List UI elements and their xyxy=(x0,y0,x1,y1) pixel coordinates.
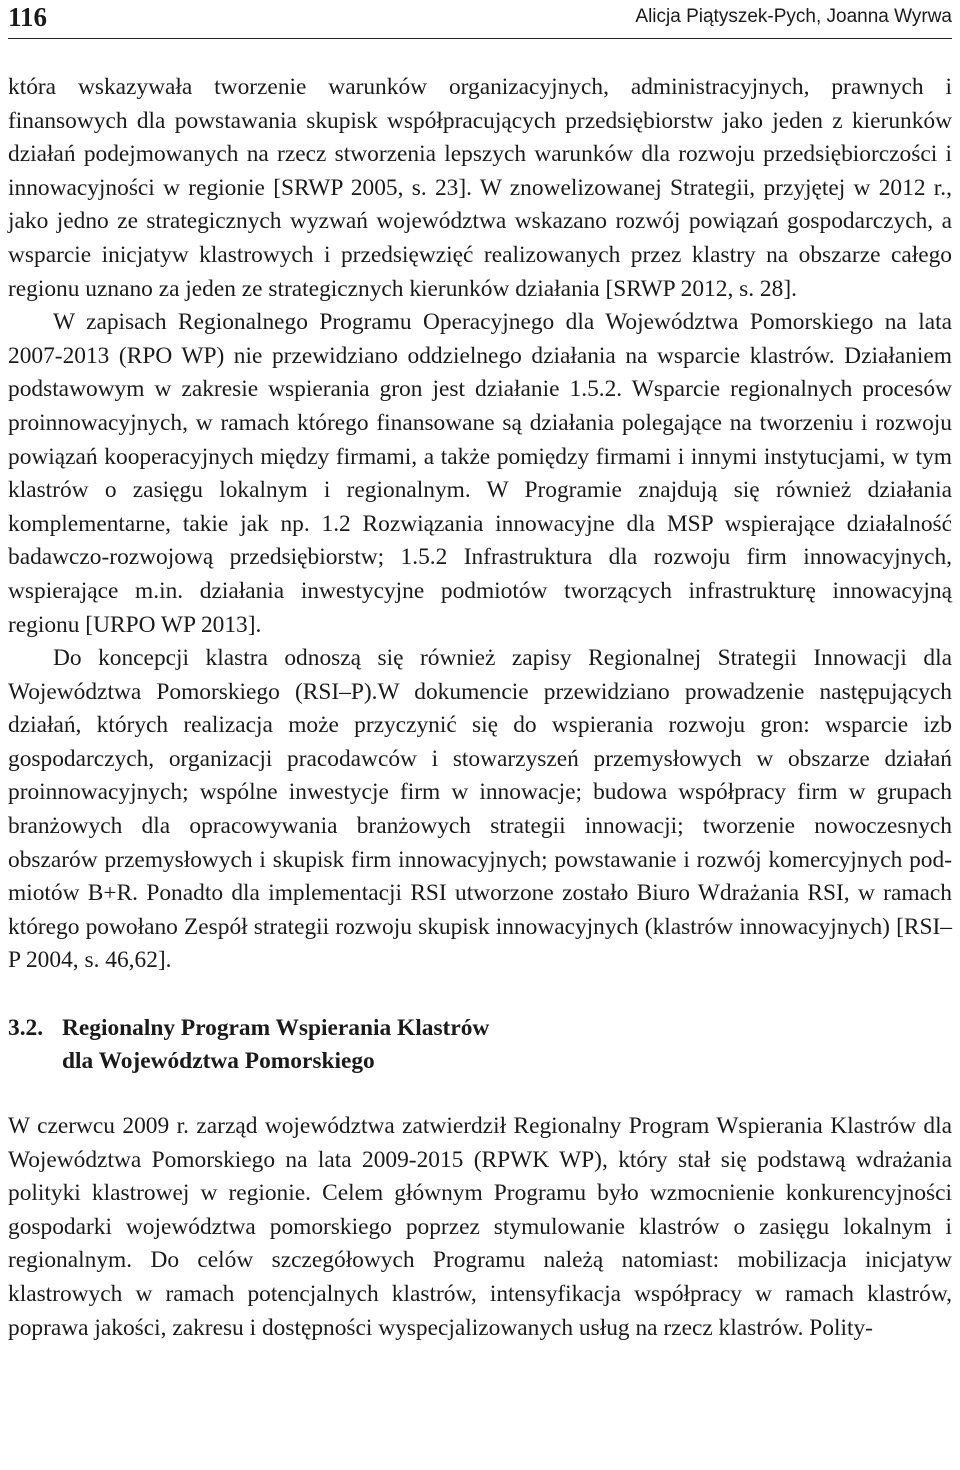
section-number: 3.2. xyxy=(8,1015,44,1042)
paragraph-rsi-p: Do koncepcji klastra odnoszą się również zapisy Regionalnej Strategii Innowacji dla Województwa Pomorskiego (RSI–P).W dokumencie przewidziano prowadzenie następujących działań, których realizacja może przyczynić się do wspierania rozwoju gron: wsparcie izb gospodarczych, organizacji pracodawców i stowarzyszeń przemysłowych w obszarze działań proinnowacyjnych; wspólne inwestycje firm w innowacje; budowa współpracy firm w grupach branżowych dla opracowywania branżowych strategii innowacji; tworzenie nowoczesnych obszarów przemysłowych i skupisk firm innowacyjnych; powstawanie i rozwój komercyjnych podmiotów B+R. Ponadto dla implementacji RSI utworzone zostało Biuro Wdrażania RSI, w ramach którego powołano Zespół strategii rozwoju skupisk innowacyjnych (klastrów innowacyjnych) [RSI–P 2004, s. 46,62]. xyxy=(8,645,952,974)
section-body xyxy=(8,1110,952,1345)
body-text xyxy=(8,71,952,978)
paragraph-rpo-wp: W zapisach Regionalnego Programu Operacyjnego dla Województwa Pomorskiego na lata 2007-2013 (RPO WP) nie przewidziano oddzielnego działania na wsparcie klastrów. Działaniem podstawowym w zakresie wspierania gron jest działanie 1.5.2. Wsparcie regionalnych procesów proinnowacyjnych, w ramach którego finansowane są działania polegające na tworzeniu i rozwoju powiązań kooperacyjnych między firmami, a także pomiędzy firmami i innymi instytucjami, w tym klastrów o zasięgu lokalnym i regionalnym. W Programie znajdują się również działania komplementarne, takie jak np. 1.2 Rozwiązania innowacyjne dla MSP wspierające działalność badawczo-rozwojową przedsiębiorstw; 1.5.2 Infrastruktura dla rozwoju firm innowacyjnych, wspierające m.in. działania inwestycyjne podmiotów tworzących infrastrukturę innowacyjną regionu [URPO WP 2013]. xyxy=(8,309,952,638)
running-header xyxy=(8,0,952,39)
section-title: Regionalny Program Wspierania Klastrów dla Województwa Pomorskiego xyxy=(62,1015,490,1075)
running-header-authors: Alicja Piątyszek-Pych, Joanna Wyrwa xyxy=(635,6,952,27)
paragraph-continued: która wskazywała tworzenie warunków organizacyjnych, administracyjnych, prawnych i finansowych dla powstawania skupisk współpracujących przedsiębiorstw jako jeden z kierunków działań podejmowanych na rzecz stworzenia lepszych warunków dla rozwoju przedsiębiorczości i innowacyjności w regionie [SRWP 2005, s. 23]. W znowelizowanej Strategii, przyjętej w 2012 r., jako jedno ze strategicznych wyzwań województwa wskazano rozwój powiązań gospodarczych, a wsparcie inicjatyw klastrowych i przedsięwzięć realizowanych przez klastry na obszarze całego regionu uznano za jeden ze strategicznych kierunków działania [SRWP 2012, s. 28]. xyxy=(8,74,952,302)
document-page xyxy=(8,0,952,1470)
section-paragraph: W czerwcu 2009 r. zarząd województwa zatwierdził Regionalny Program Wspierania Klastrów dla Województwa Pomorskiego na lata 2009-2015 (RPWK WP), który stał się podstawą wdrażania polityki klastrowej w regionie. Celem głównym Programu było wzmocnienie konkurencyjności gospodarki województwa pomorskiego poprzez stymulowanie klastrów o zasięgu lokalnym i regionalnym. Do celów szczegółowych Programu należą natomiast: mobilizacja inicjatyw klastrowych w ramach potencjalnych klastrów, intensyfikacja współpracy w ramach klastrów, poprawa jakości, zakresu i dostępności wyspecjalizowanych usług na rzecz klastrów. Polity- xyxy=(8,1113,952,1341)
page-number: 116 xyxy=(8,2,48,32)
section-heading xyxy=(8,1012,952,1078)
